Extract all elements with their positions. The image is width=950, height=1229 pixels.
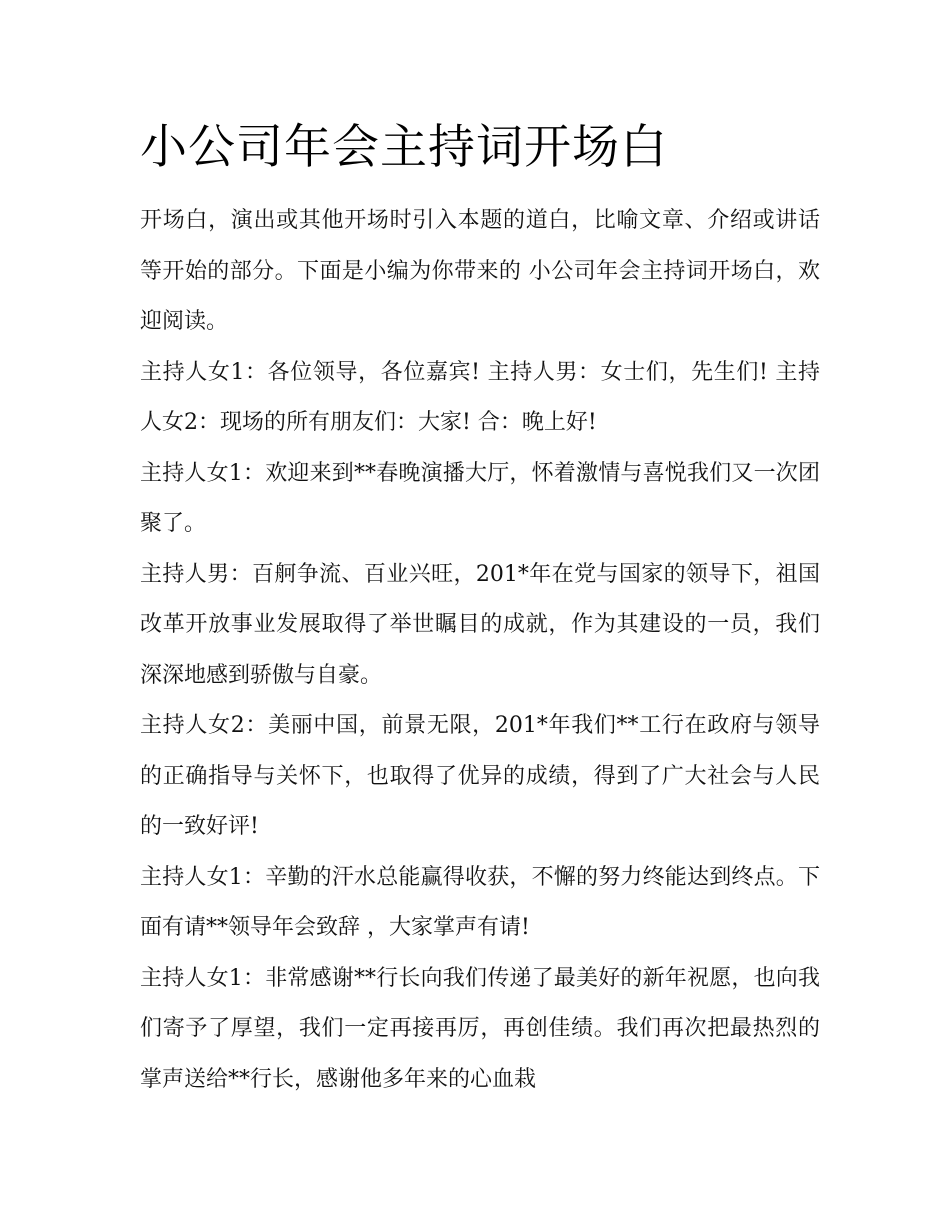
paragraph-thanks: 主持人女1：非常感谢**行长向我们传递了最美好的新年祝愿，也向我们寄予了厚望，我们一定再接再厉，再创佳绩。我们再次把最热烈的掌声送给**行长，感谢他多年来的心血栽	[140, 965, 820, 1092]
paragraph-intro: 开场白，演出或其他开场时引入本题的道白，比喻文章、介绍或讲话等开始的部分。下面是小编为你带来的 小公司年会主持词开场白，欢迎阅读。	[140, 208, 820, 334]
paragraph-greeting: 主持人女1：各位领导，各位嘉宾! 主持人男：女士们，先生们! 主持人女2：现场的所有朋友们：大家! 合：晚上好!	[140, 359, 820, 435]
paragraph-achievement-bank: 主持人女2：美丽中国，前景无限，201*年我们**工行在政府与领导的正确指导与关怀下，也取得了优异的成绩，得到了广大社会与人民的一致好评!	[140, 713, 820, 839]
paragraph-welcome: 主持人女1：欢迎来到**春晚演播大厅，怀着激情与喜悦我们又一次团聚了。	[140, 460, 820, 536]
document-body	[140, 196, 820, 1105]
paragraph-achievement-nation: 主持人男：百舸争流、百业兴旺，201*年在党与国家的领导下，祖国改革开放事业发展取得了举世瞩目的成就，作为其建设的一员，我们深深地感到骄傲与自豪。	[140, 561, 820, 688]
document-title: 小公司年会主持词开场白	[140, 120, 668, 175]
paragraph-leader-speech: 主持人女1：辛勤的汗水总能赢得收获，不懈的努力终能达到终点。下面有请**领导年会致辞 ，大家掌声有请!	[140, 864, 820, 940]
